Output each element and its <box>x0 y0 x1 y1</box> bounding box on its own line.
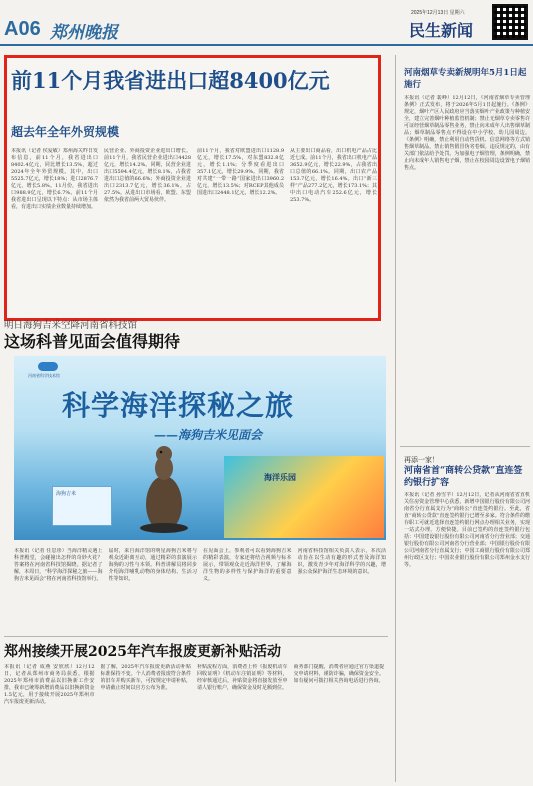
tobacco-article-body: 本报讯（记者 裴峥）12月12日，《河南省烟草专卖管理条例》正式发布，将于2026年5月1日起施行。《条例》规定，烟叶产区人民政府应当落实烟叶产业政策与种植安全，建立完善烟叶种植监管机制；禁止无烟草专卖零售许可证经营烟草制品零售业务，禁止向未成年人出售烟草制品；烟草制品零售点不得设在中小学校、幼儿园周边。《条例》明确，禁止利用自动售货机、信息网络等方式销售烟草制品，禁止销售假冒伪劣卷烟。违反规定的，由有关部门依法给予处罚。为加强电子烟管理，条例明确，禁止向未成年人销售电子烟，禁止在校园周边设置电子烟销售点。 <box>404 95 530 171</box>
lead-column-1: 本报讯（记者 侯爱敏）郑州海关昨日发布信息，前11个月，我省进出口8402.4亿元，同比增长13.5%，超过2024年全年外贸规模。其中，出口5525.7亿元，增长18%；进口2876.7亿元，增长5.8%。11月份，我省进出口988.9亿元，增长6.7%。前11个月我省进出口呈现以下特点：从市场主体看，有进出口实绩企业数量持续增加。 <box>11 148 98 210</box>
loan-article-body: 本报讯（记者 孙雪芊）12月12日，记者从河南省省直机关住房资金管理中心获悉，新增中国银行股份有限公司河南省分行直属支行为“商转公”直连签约银行。至此，省直“商转公贷款”直连签约银行已增至多家。符合条件的缴存职工可就近选择直连签约银行网点办理相关业务，实现一站式办理，方便快捷。目前已签约的直连签约银行包括：中国建设银行股份有限公司河南省分行营业部；交通银行股份有限公司河南省分行营业部；中国银行股份有限公司河南省分行直属支行；中国工商银行股份有限公司郑州行政区支行；中国农业银行股份有限公司郑州金水支行等。 <box>404 492 530 568</box>
right-divider <box>400 446 530 447</box>
loan-article-kicker: 再添一家！ <box>404 456 439 464</box>
page-header <box>0 0 533 46</box>
sea-lion-icon <box>134 434 194 534</box>
science-column-3: 在见面会上，参观者可以看到海狗吉米的精彩表演，专家还将结合视频与标本展示，带领观众走近海洋世界，了解海洋生物的多样性与保护海洋的重要意义。 <box>203 548 292 582</box>
issue-date: 2025年12月13日 星期六 <box>411 10 465 16</box>
poster-headline: 科学海洋探秘之旅 <box>62 389 295 422</box>
lead-article <box>4 55 381 321</box>
lead-subheadline: 超去年全年外贸规模 <box>11 125 120 139</box>
park-poster-text: 海洋乐园 <box>264 472 296 482</box>
tobacco-article-headline: 河南烟草专卖新规明年5月1日起施行 <box>404 68 527 90</box>
loan-article-headline: 河南省首“商转公贷款”直连签约银行扩容 <box>404 466 523 488</box>
section-name: 民生新闻 <box>409 21 474 40</box>
lead-body <box>11 148 377 316</box>
science-column-4: 河南省科技馆相关负责人表示，本次活动旨在以生动有趣的形式普及海洋知识，激发青少年对海洋科学的兴趣，增强公众保护海洋生态环境的意识。 <box>297 548 386 575</box>
car-subsidy-body <box>4 664 384 782</box>
column-divider <box>395 55 396 782</box>
article-divider <box>4 636 388 637</box>
lead-headline: 前11个月我省进出口超8400亿元 <box>11 68 330 93</box>
ocean-poster-image <box>14 356 386 540</box>
car-column-4: 商务部门提醒，消费者应通过官方渠道提交申请材料，谨防诈骗，确保资金安全。如有疑问可拨打相关咨询电话进行咨询。 <box>293 664 384 684</box>
lead-column-2: 民营企业、外商投资企业进出口增长。前11个月，我省民营企业进出口4428亿元，增长14.2%。同期，民营企业进出口5594.4亿元，增长8.1%，占我省进出口总值的66.6%；外商投资企业进出口2313.7亿元，增长36.1%，占27.5%。从进出口市场看，欧盟、东盟依然为我省前两大贸易伙伴。 <box>104 148 191 203</box>
car-subsidy-headline: 郑州接续开展2025年汽车报废更新补贴活动 <box>4 644 281 660</box>
science-column-2: 届时，来自海洋馆的明星海狗吉米将与观众近距离互动，通过精彩的表演展示海狗的习性与本领。科普讲解员将同步介绍海洋哺乳动物的身体结构、生活习性等知识。 <box>108 548 197 582</box>
car-column-2: 据了解，2025年汽车报废更新活动补贴标准保持不变。个人消费者报废符合条件的旧车并购买新车，可按规定申请补贴，申请截止时间以官方公布为准。 <box>100 664 191 691</box>
car-column-1: 本报讯（记者 成燕 安欣欣）12月12日，记者从郑州市商务局获悉，根据2025年郑州市消费品以旧换新工作安排，我市已统筹新增消费品以旧换新资金1.5亿元，用于接续开展2025年郑州市汽车报废更新活动。 <box>4 664 95 705</box>
museum-logo-text: 河南省科学技术馆 <box>28 373 60 378</box>
science-column-1: 本报讯（记者 任思彤）当海洋精灵遇上科普殿堂，会碰撞出怎样的奇妙火花？答案将在河南省科技馆揭晓。据记者了解，本周日，“科学海洋探秘之旅——海狗吉米见面会”将在河南省科技馆举行。 <box>14 548 103 582</box>
info-card-text: 海狗吉米 <box>56 491 77 497</box>
qr-code-icon <box>492 4 528 40</box>
science-article-kicker: 明日海狗吉米空降河南省科技馆 <box>4 320 138 331</box>
lead-column-4: 从主要出口商品看，出口机电产品占比近七成。前11个月，我省出口机电产品3652.9亿元，增长22.9%，占我省出口总值的66.1%。同期，出口农产品153.7亿元，增长16.4%。出口“新三样”产品277.2亿元，增长173.1%；其中出口电动汽车252.6亿元，增长253.7%。 <box>290 148 377 203</box>
newspaper-logo: 郑州晚报 <box>50 23 118 43</box>
science-article-headline: 这场科普见面会值得期待 <box>4 332 181 351</box>
car-column-3: 补贴流程方面，消费者上传《报废机动车回收证明》《机动车注销证明》等材料，经审核通过后，补贴资金将直接发放至申请人银行账户，确保资金及时足额到位。 <box>197 664 288 691</box>
info-card <box>52 486 112 526</box>
page-number: A06 <box>4 18 41 40</box>
science-article-body <box>14 548 386 630</box>
lead-column-3: 前11个月，我省对欧盟进出口1128.9亿元，增长17.5%，对东盟832.8亿元，增长1.1%；分季度看进出口357.1亿元，增长29.9%。同期，我省对共建“一带一路”国家进出口3960.2亿元，增长13.5%；对RCEP其他成员国进出口2448.1亿元，增长12.2%。 <box>197 148 284 196</box>
park-poster <box>224 456 384 538</box>
poster-subline: ——海狗吉米见面会 <box>154 428 263 442</box>
museum-logo-icon <box>38 362 58 371</box>
